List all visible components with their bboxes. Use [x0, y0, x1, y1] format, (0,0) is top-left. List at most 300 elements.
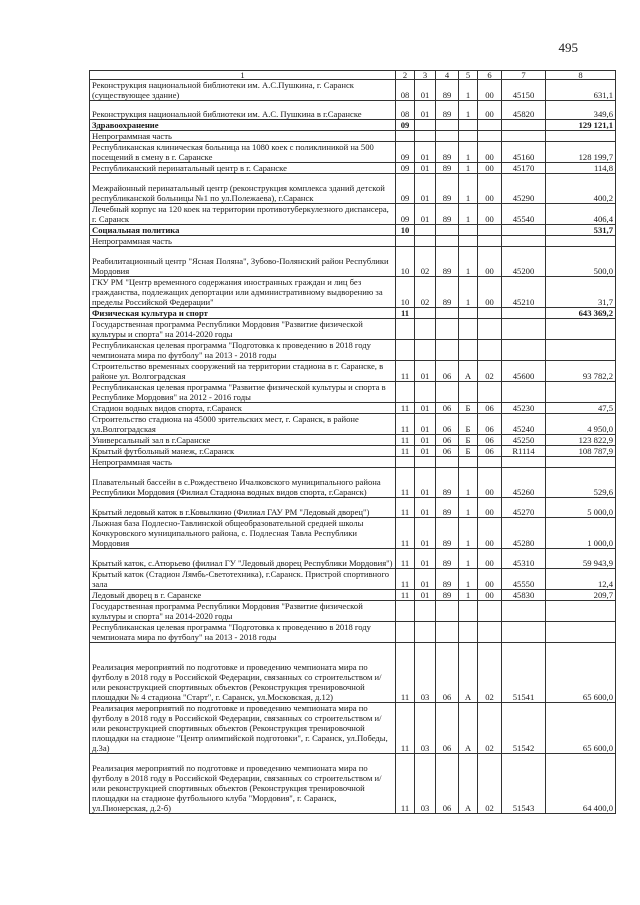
- table-row: [90, 446, 616, 457]
- row-event-code: 00: [478, 498, 502, 518]
- row-program-code: 89: [436, 518, 459, 549]
- row-amount: 349,6: [546, 101, 616, 120]
- table-row: [90, 225, 616, 236]
- table-row: [90, 308, 616, 319]
- budget-table: [89, 70, 616, 814]
- row-subsection-code: 01: [415, 174, 436, 204]
- row-target-code: 45170: [502, 163, 546, 174]
- row-event-code: 06: [478, 414, 502, 435]
- row-program-code: 89: [436, 204, 459, 225]
- row-subsection-code: 01: [415, 518, 436, 549]
- row-subprogram-code: 1: [459, 101, 478, 120]
- row-program-code: 89: [436, 590, 459, 601]
- row-description: Непрограммная часть: [90, 131, 396, 142]
- row-section-code: [396, 382, 415, 403]
- row-subsection-code: 01: [415, 361, 436, 382]
- row-target-code: 51542: [502, 703, 546, 754]
- row-target-code: [502, 131, 546, 142]
- row-program-code: [436, 457, 459, 468]
- row-amount: 400,2: [546, 174, 616, 204]
- row-subprogram-code: [459, 340, 478, 361]
- row-section-code: 11: [396, 498, 415, 518]
- row-description: Государственная программа Республики Мордовия "Развитие физической культуры и спорта" на 2014-2020 годы: [90, 319, 396, 340]
- row-event-code: 00: [478, 277, 502, 308]
- row-description: Здравоохранение: [90, 120, 396, 131]
- table-header-row: [90, 71, 616, 80]
- row-amount: 129 121,1: [546, 120, 616, 131]
- row-amount: 406,4: [546, 204, 616, 225]
- row-subprogram-code: 1: [459, 204, 478, 225]
- row-subprogram-code: [459, 308, 478, 319]
- row-event-code: [478, 308, 502, 319]
- row-section-code: 11: [396, 361, 415, 382]
- row-event-code: [478, 319, 502, 340]
- row-section-code: 09: [396, 120, 415, 131]
- table-row: [90, 382, 616, 403]
- row-amount: 114,8: [546, 163, 616, 174]
- row-subprogram-code: 1: [459, 569, 478, 590]
- row-description: Реализация мероприятий по подготовке и проведению чемпионата мира по футболу в 2018 году в Российской Федерации, связанных со строительством и/или реконструкцией спортивных объектов (Реконструкция тренировочной площадки № 4 стадиона "Старт", г. Саранск, ул.Московская, д.12): [90, 643, 396, 703]
- row-section-code: 11: [396, 403, 415, 414]
- row-event-code: 00: [478, 549, 502, 569]
- row-subsection-code: [415, 225, 436, 236]
- row-section-code: 10: [396, 225, 415, 236]
- row-target-code: [502, 308, 546, 319]
- row-event-code: 00: [478, 518, 502, 549]
- row-amount: 93 782,2: [546, 361, 616, 382]
- table-row: [90, 142, 616, 163]
- column-header: 3: [415, 71, 436, 80]
- row-section-code: 11: [396, 703, 415, 754]
- table-row: [90, 569, 616, 590]
- row-section-code: 08: [396, 101, 415, 120]
- row-event-code: 00: [478, 247, 502, 277]
- row-subsection-code: 01: [415, 569, 436, 590]
- row-subprogram-code: 1: [459, 518, 478, 549]
- row-program-code: 06: [436, 446, 459, 457]
- row-amount: 65 600,0: [546, 643, 616, 703]
- row-amount: [546, 457, 616, 468]
- table-row: [90, 361, 616, 382]
- row-target-code: 45540: [502, 204, 546, 225]
- row-section-code: 11: [396, 590, 415, 601]
- table-row: [90, 622, 616, 643]
- row-subsection-code: 02: [415, 277, 436, 308]
- row-subsection-code: [415, 131, 436, 142]
- row-event-code: [478, 457, 502, 468]
- row-subsection-code: [415, 236, 436, 247]
- row-subsection-code: 01: [415, 101, 436, 120]
- row-target-code: 45210: [502, 277, 546, 308]
- row-amount: 643 369,2: [546, 308, 616, 319]
- row-subprogram-code: Б: [459, 446, 478, 457]
- row-program-code: [436, 225, 459, 236]
- row-event-code: 06: [478, 403, 502, 414]
- row-section-code: 11: [396, 435, 415, 446]
- table-row: [90, 601, 616, 622]
- row-target-code: [502, 382, 546, 403]
- row-amount: 47,5: [546, 403, 616, 414]
- row-section-code: 11: [396, 754, 415, 814]
- row-subprogram-code: 1: [459, 247, 478, 277]
- row-program-code: 89: [436, 142, 459, 163]
- row-amount: [546, 319, 616, 340]
- column-header: 5: [459, 71, 478, 80]
- row-description: Непрограммная часть: [90, 457, 396, 468]
- row-subsection-code: 01: [415, 468, 436, 498]
- row-target-code: 45270: [502, 498, 546, 518]
- row-subsection-code: 01: [415, 80, 436, 101]
- table-row: [90, 703, 616, 754]
- row-section-code: [396, 622, 415, 643]
- row-amount: 500,0: [546, 247, 616, 277]
- row-section-code: [396, 236, 415, 247]
- row-target-code: 45240: [502, 414, 546, 435]
- row-event-code: [478, 340, 502, 361]
- row-subprogram-code: [459, 120, 478, 131]
- row-description: Непрограммная часть: [90, 236, 396, 247]
- row-subprogram-code: 1: [459, 277, 478, 308]
- row-program-code: 06: [436, 414, 459, 435]
- row-amount: [546, 236, 616, 247]
- row-target-code: [502, 340, 546, 361]
- row-subprogram-code: Б: [459, 435, 478, 446]
- row-program-code: [436, 601, 459, 622]
- row-subprogram-code: А: [459, 643, 478, 703]
- row-section-code: 11: [396, 518, 415, 549]
- row-program-code: [436, 382, 459, 403]
- row-amount: 631,1: [546, 80, 616, 101]
- row-event-code: [478, 236, 502, 247]
- row-target-code: 45260: [502, 468, 546, 498]
- row-event-code: [478, 120, 502, 131]
- row-section-code: [396, 340, 415, 361]
- row-subsection-code: [415, 120, 436, 131]
- row-description: Плавательный бассейн в с.Рождествено Ичалковского муниципального района Республики Мордовия (Филиал Стадиона водных видов спорта, г.Саранск): [90, 468, 396, 498]
- table-row: [90, 174, 616, 204]
- row-section-code: [396, 319, 415, 340]
- row-event-code: 02: [478, 703, 502, 754]
- row-section-code: 11: [396, 643, 415, 703]
- row-subsection-code: 01: [415, 435, 436, 446]
- row-description: Реконструкция национальной библиотеки им. А.С.Пушкина, г. Саранск (существующее здание): [90, 80, 396, 101]
- row-amount: 123 822,9: [546, 435, 616, 446]
- row-section-code: 10: [396, 277, 415, 308]
- row-section-code: 11: [396, 446, 415, 457]
- row-amount: [546, 622, 616, 643]
- table-row: [90, 80, 616, 101]
- row-event-code: [478, 382, 502, 403]
- row-section-code: 09: [396, 174, 415, 204]
- row-event-code: [478, 225, 502, 236]
- row-subprogram-code: [459, 319, 478, 340]
- row-subprogram-code: 1: [459, 174, 478, 204]
- row-description: Крытый каток (Стадион Лямбь-Светотехника), г.Саранск. Пристрой спортивного зала: [90, 569, 396, 590]
- row-program-code: [436, 622, 459, 643]
- column-header: 7: [502, 71, 546, 80]
- row-program-code: 06: [436, 435, 459, 446]
- column-header: 6: [478, 71, 502, 80]
- row-description: Республиканская целевая программа "Подготовка к проведению в 2018 году чемпионата мира по футболу" на 2013 - 2018 годы: [90, 622, 396, 643]
- row-event-code: 00: [478, 174, 502, 204]
- row-subsection-code: 01: [415, 403, 436, 414]
- row-section-code: 11: [396, 414, 415, 435]
- row-description: Универсальный зал в г.Саранске: [90, 435, 396, 446]
- row-amount: 5 000,0: [546, 498, 616, 518]
- row-description: Социальная политика: [90, 225, 396, 236]
- table-row: [90, 498, 616, 518]
- row-subprogram-code: [459, 457, 478, 468]
- row-description: Реализация мероприятий по подготовке и проведению чемпионата мира по футболу в 2018 году в Российской Федерации, связанных со строительством и/или реконструкцией спортивных объектов (Реконструкция тренировочной площадки на стадионе "Центр олимпийской подготовки", г. Саранск, ул.Победы, д.3а): [90, 703, 396, 754]
- row-section-code: 11: [396, 468, 415, 498]
- row-amount: 59 943,9: [546, 549, 616, 569]
- row-subsection-code: 01: [415, 446, 436, 457]
- row-section-code: 09: [396, 142, 415, 163]
- row-target-code: 51541: [502, 643, 546, 703]
- row-amount: [546, 340, 616, 361]
- row-program-code: 06: [436, 643, 459, 703]
- row-program-code: 06: [436, 703, 459, 754]
- row-target-code: 51543: [502, 754, 546, 814]
- table-row: [90, 518, 616, 549]
- row-subsection-code: [415, 308, 436, 319]
- row-program-code: [436, 308, 459, 319]
- table-row: [90, 163, 616, 174]
- row-event-code: 00: [478, 468, 502, 498]
- row-subsection-code: 03: [415, 643, 436, 703]
- row-target-code: [502, 319, 546, 340]
- row-subprogram-code: 1: [459, 163, 478, 174]
- table-row: [90, 319, 616, 340]
- row-event-code: 06: [478, 446, 502, 457]
- row-section-code: [396, 457, 415, 468]
- row-program-code: 06: [436, 361, 459, 382]
- row-target-code: 45200: [502, 247, 546, 277]
- row-subsection-code: 03: [415, 703, 436, 754]
- row-program-code: 89: [436, 101, 459, 120]
- row-event-code: 00: [478, 590, 502, 601]
- row-target-code: 45280: [502, 518, 546, 549]
- row-program-code: 89: [436, 174, 459, 204]
- table-row: [90, 101, 616, 120]
- row-target-code: [502, 622, 546, 643]
- row-target-code: 45550: [502, 569, 546, 590]
- row-program-code: 89: [436, 277, 459, 308]
- row-subsection-code: [415, 340, 436, 361]
- row-section-code: 09: [396, 163, 415, 174]
- row-description: Республиканский перинатальный центр в г. Саранске: [90, 163, 396, 174]
- column-header: 1: [90, 71, 396, 80]
- row-description: Строительство стадиона на 45000 зрительских мест, г. Саранск, в районе ул.Волгоградская: [90, 414, 396, 435]
- row-subprogram-code: [459, 236, 478, 247]
- row-subsection-code: 03: [415, 754, 436, 814]
- table-row: [90, 131, 616, 142]
- page-number: 495: [558, 40, 578, 55]
- row-amount: 529,6: [546, 468, 616, 498]
- row-section-code: 11: [396, 308, 415, 319]
- row-description: Физическая культура и спорт: [90, 308, 396, 319]
- row-subprogram-code: А: [459, 361, 478, 382]
- row-subprogram-code: 1: [459, 468, 478, 498]
- row-event-code: [478, 131, 502, 142]
- row-section-code: [396, 601, 415, 622]
- row-event-code: 00: [478, 101, 502, 120]
- row-event-code: 00: [478, 163, 502, 174]
- table-row: [90, 340, 616, 361]
- row-subprogram-code: А: [459, 703, 478, 754]
- row-section-code: 11: [396, 549, 415, 569]
- table-row: [90, 643, 616, 703]
- row-event-code: 02: [478, 643, 502, 703]
- row-target-code: [502, 225, 546, 236]
- table-row: [90, 247, 616, 277]
- row-subprogram-code: [459, 382, 478, 403]
- row-amount: [546, 601, 616, 622]
- table-row: [90, 549, 616, 569]
- row-event-code: 00: [478, 204, 502, 225]
- row-program-code: 89: [436, 498, 459, 518]
- row-subprogram-code: 1: [459, 142, 478, 163]
- row-program-code: 89: [436, 80, 459, 101]
- row-description: Реабилитационный центр "Ясная Поляна", Зубово-Полянский район Республики Мордовия: [90, 247, 396, 277]
- row-description: Ледовый дворец в г. Саранске: [90, 590, 396, 601]
- column-header: 2: [396, 71, 415, 80]
- row-subprogram-code: [459, 622, 478, 643]
- table-row: [90, 468, 616, 498]
- row-target-code: 45820: [502, 101, 546, 120]
- row-subprogram-code: [459, 601, 478, 622]
- row-event-code: 00: [478, 142, 502, 163]
- row-program-code: [436, 340, 459, 361]
- row-description: Межрайонный перинатальный центр (реконструкция комплекса зданий детской республиканской больницы №1 по ул.Полежаева), г.Саранск: [90, 174, 396, 204]
- row-description: Реализация мероприятий по подготовке и проведению чемпионата мира по футболу в 2018 году в Российской Федерации, связанных со строительством и/или реконструкцией спортивных объектов (Реконструкция тренировочной площадки на стадионе футбольного клуба "Мордовия", г. Саранск, ул.Пионерская, д.2-б): [90, 754, 396, 814]
- row-subsection-code: [415, 319, 436, 340]
- row-program-code: 89: [436, 163, 459, 174]
- row-description: Республиканская целевая программа "Подготовка к проведению в 2018 году чемпионата мира по футболу" на 2013 - 2018 годы: [90, 340, 396, 361]
- row-amount: [546, 131, 616, 142]
- row-description: Стадион водных видов спорта, г.Саранск: [90, 403, 396, 414]
- row-program-code: 89: [436, 247, 459, 277]
- row-section-code: 09: [396, 204, 415, 225]
- table-body: [90, 80, 616, 814]
- row-subprogram-code: Б: [459, 403, 478, 414]
- row-amount: 209,7: [546, 590, 616, 601]
- table-row: [90, 204, 616, 225]
- row-program-code: [436, 236, 459, 247]
- row-subsection-code: 01: [415, 142, 436, 163]
- row-target-code: 45160: [502, 142, 546, 163]
- row-amount: [546, 382, 616, 403]
- row-program-code: [436, 131, 459, 142]
- table-row: [90, 754, 616, 814]
- row-target-code: R1114: [502, 446, 546, 457]
- column-header: 8: [546, 71, 616, 80]
- row-subprogram-code: 1: [459, 590, 478, 601]
- row-amount: 64 400,0: [546, 754, 616, 814]
- row-program-code: [436, 319, 459, 340]
- row-event-code: 00: [478, 569, 502, 590]
- row-amount: 108 787,9: [546, 446, 616, 457]
- row-subprogram-code: 1: [459, 549, 478, 569]
- row-event-code: 02: [478, 754, 502, 814]
- row-subsection-code: 01: [415, 163, 436, 174]
- row-subsection-code: 02: [415, 247, 436, 277]
- row-event-code: 02: [478, 361, 502, 382]
- row-event-code: [478, 601, 502, 622]
- row-description: Лыжная база Подлесно-Тавлинской общеобразовательной средней школы Кочкуровского муниципального района, с. Подлесная Тавла Республики Мордовия: [90, 518, 396, 549]
- row-section-code: 10: [396, 247, 415, 277]
- row-target-code: 45830: [502, 590, 546, 601]
- row-target-code: 45310: [502, 549, 546, 569]
- row-program-code: 06: [436, 403, 459, 414]
- row-event-code: 00: [478, 80, 502, 101]
- row-program-code: [436, 120, 459, 131]
- row-subsection-code: [415, 382, 436, 403]
- row-subsection-code: [415, 622, 436, 643]
- row-description: Крытый футбольный манеж, г.Саранск: [90, 446, 396, 457]
- row-description: Лечебный корпус на 120 коек на территории противотуберкулезного диспансера, г. Саранск: [90, 204, 396, 225]
- row-subprogram-code: 1: [459, 80, 478, 101]
- row-subprogram-code: 1: [459, 498, 478, 518]
- row-target-code: 45600: [502, 361, 546, 382]
- table-row: [90, 403, 616, 414]
- row-subsection-code: [415, 601, 436, 622]
- row-target-code: [502, 236, 546, 247]
- row-subprogram-code: [459, 225, 478, 236]
- row-amount: 4 950,0: [546, 414, 616, 435]
- row-target-code: 45230: [502, 403, 546, 414]
- row-amount: 531,7: [546, 225, 616, 236]
- row-description: Крытый каток, с.Атюрьево (филиал ГУ "Ледовый дворец Республики Мордовия"): [90, 549, 396, 569]
- table-row: [90, 457, 616, 468]
- row-description: Республиканская целевая программа "Развитие физической культуры и спорта в Республике Мордовия" на 2012 - 2016 годы: [90, 382, 396, 403]
- row-target-code: 45250: [502, 435, 546, 446]
- row-amount: 1 000,0: [546, 518, 616, 549]
- row-subprogram-code: [459, 131, 478, 142]
- row-description: Государственная программа Республики Мордовия "Развитие физической культуры и спорта" на 2014-2020 годы: [90, 601, 396, 622]
- column-header: 4: [436, 71, 459, 80]
- row-amount: 12,4: [546, 569, 616, 590]
- table-row: [90, 414, 616, 435]
- row-subprogram-code: Б: [459, 414, 478, 435]
- table-row: [90, 236, 616, 247]
- row-subsection-code: 01: [415, 204, 436, 225]
- row-section-code: 11: [396, 569, 415, 590]
- row-program-code: 89: [436, 569, 459, 590]
- row-subsection-code: 01: [415, 414, 436, 435]
- row-description: Строительство временных сооружений на территории стадиона в г. Саранске, в районе ул. Волгоградская: [90, 361, 396, 382]
- row-amount: 128 199,7: [546, 142, 616, 163]
- row-target-code: 45150: [502, 80, 546, 101]
- row-program-code: 06: [436, 754, 459, 814]
- row-subprogram-code: А: [459, 754, 478, 814]
- row-target-code: [502, 457, 546, 468]
- table-row: [90, 277, 616, 308]
- row-description: Крытый ледовый каток в г.Ковылкино (Филиал ГАУ РМ "Ледовый дворец"): [90, 498, 396, 518]
- table-row: [90, 590, 616, 601]
- row-target-code: [502, 601, 546, 622]
- row-event-code: [478, 622, 502, 643]
- table-row: [90, 435, 616, 446]
- row-section-code: [396, 131, 415, 142]
- row-section-code: 08: [396, 80, 415, 101]
- row-program-code: 89: [436, 468, 459, 498]
- row-subsection-code: 01: [415, 590, 436, 601]
- row-subsection-code: 01: [415, 549, 436, 569]
- row-subsection-code: 01: [415, 498, 436, 518]
- row-description: ГКУ РМ "Центр временного содержания иностранных граждан и лиц без гражданства, подлежащих депортации или административному выдворению за пределы Российской Федерации": [90, 277, 396, 308]
- row-description: Республиканская клиническая больница на 1080 коек с поликлиникой на 500 посещений в смену в г. Саранске: [90, 142, 396, 163]
